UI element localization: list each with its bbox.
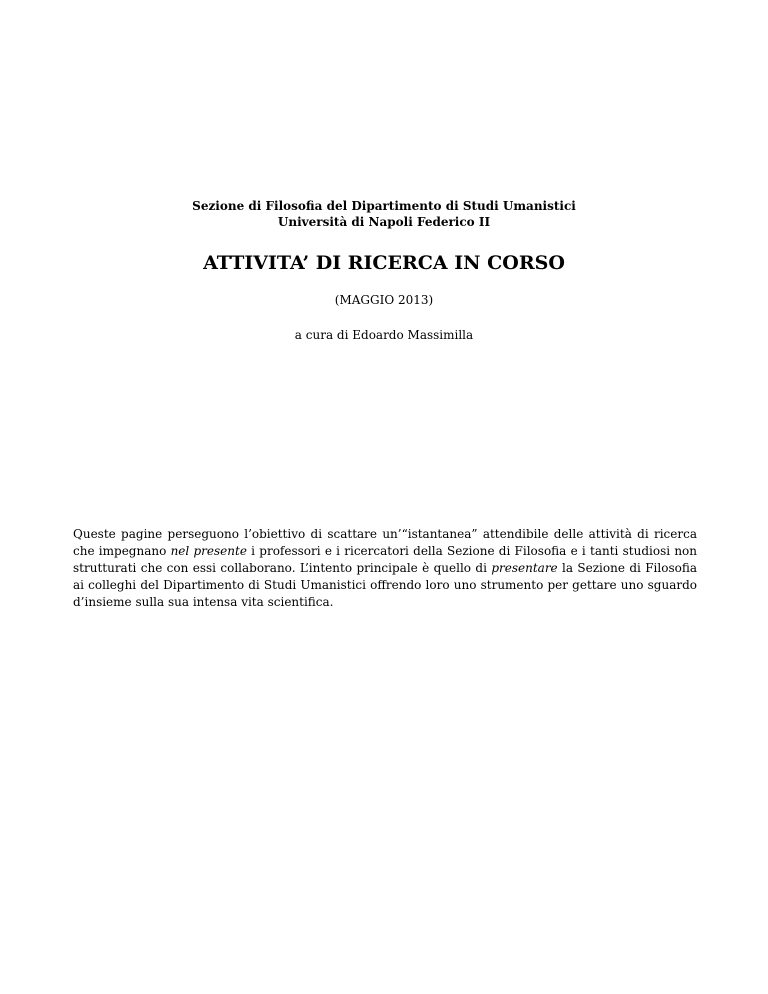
- document-date: (MAGGIO 2013): [334, 293, 434, 307]
- intro-text-2: i professori e i ricercatori della Sezione di Filosofia e i tanti studiosi non strutturati che con essi collaborano. L’intento principale è quello di: [73, 544, 698, 575]
- document-curator: a cura di Edoardo Massimilla: [294, 328, 474, 342]
- intro-emphasis-1: nel presente: [170, 544, 247, 558]
- intro-emphasis-2: presentare: [491, 561, 558, 575]
- document-title: ATTIVITA’ DI RICERCA IN CORSO: [203, 252, 565, 274]
- intro-text-3: la Sezione di Filosofia ai colleghi del Dipartimento di Studi Umanistici offrendo loro uno strumento per gettare uno sguardo d’insieme sulla sua intensa vita scientifica.: [73, 561, 697, 609]
- institution-header: [0, 198, 768, 230]
- institution-department: Sezione di Filosofia del Dipartimento di Studi Umanistici: [192, 199, 576, 213]
- intro-paragraph: [73, 526, 697, 611]
- intro-text-1: Queste pagine perseguono l’obiettivo di scattare un’“istantanea” attendibile delle attività di ricerca che impegnano: [73, 527, 697, 558]
- institution-university: Università di Napoli Federico II: [277, 215, 491, 229]
